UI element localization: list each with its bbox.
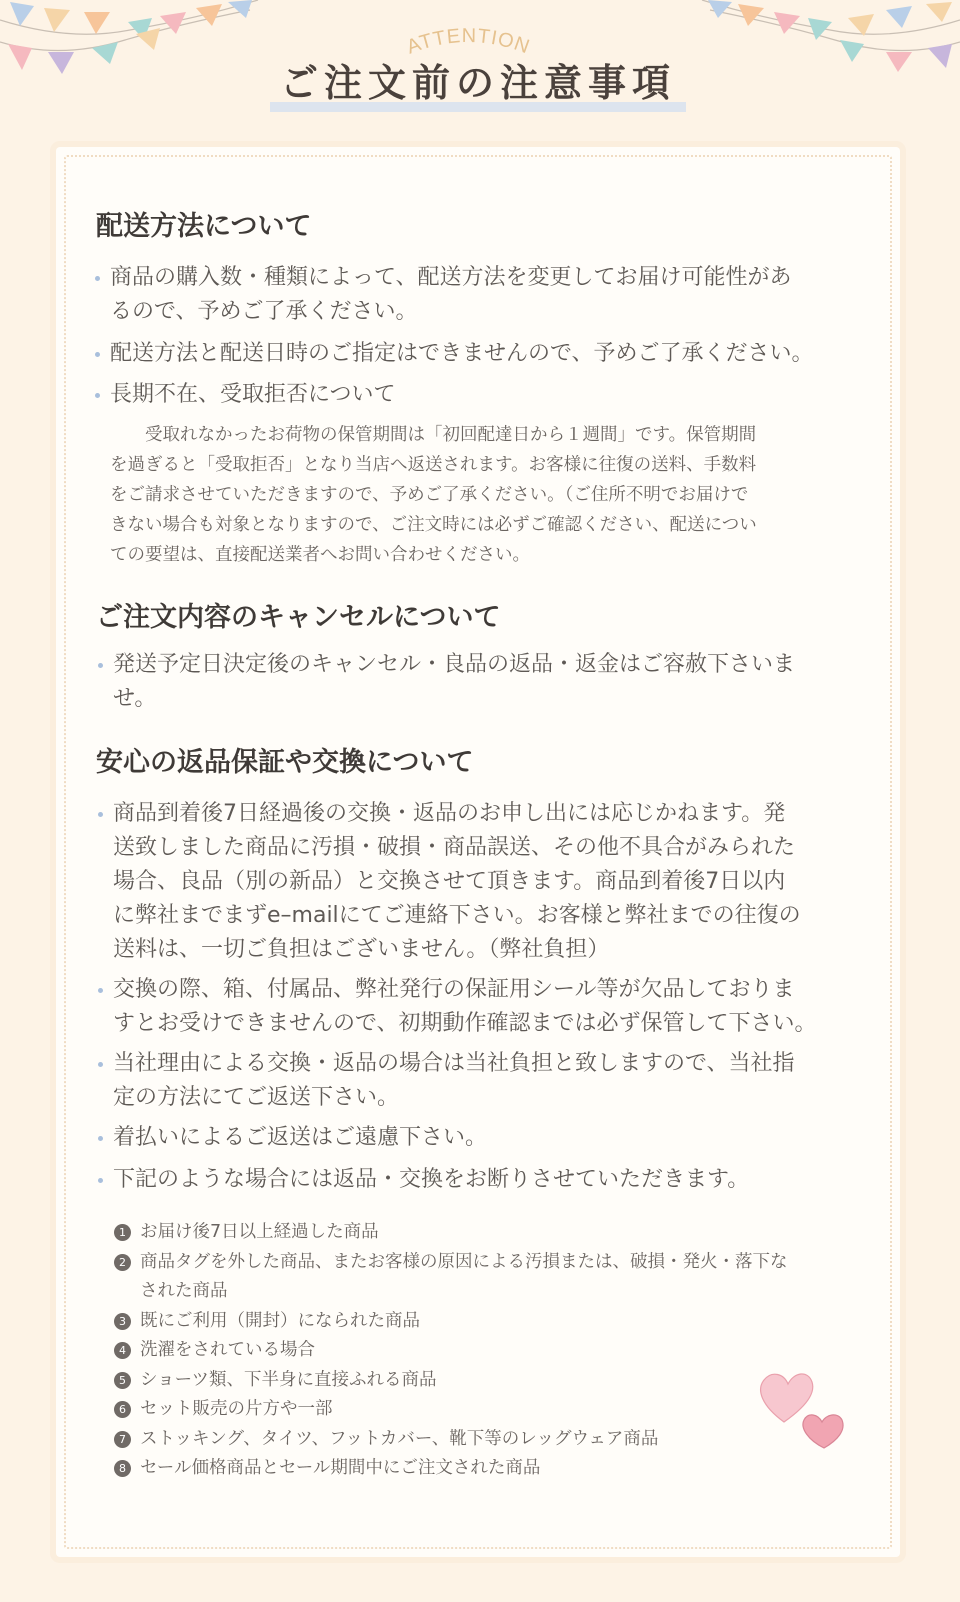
list-item: 1 お届け後7日以上経過した商品 [114, 1218, 874, 1248]
storage-period-note: 受取れなかったお荷物の保管期間は「初回配達日から１週間」です。保管期間 を過ぎると「受取拒否」となり当店へ返送されます。お客様に往復の送料、手数料 をご請求させていただきますので、予めご了承ください。（ご住所不明でお届けで きない場合も対象となりますので、ご注文時には必ずご確認ください、配送につい ての要望は、直接配送業者へお問い合わせください。 [110, 425, 757, 565]
shipping-bullet-2: 配送方法と配送日時のご指定はできませんので、予めご了承ください。 [110, 337, 870, 371]
returns-bullet-1: 商品到着後7日経過後の交換・返品のお申し出には応じかねます。発 送致しました商品に汚損・破損・商品誤送、その他不具合がみられた 場合、良品（別の新品）と交換させて頂きます。商品到着後7日以内 に弊社までまずe–mailにてご連絡下さい。お客様と弊社までの往復の 送料は、一切ご負担はございません。（弊社負担） [113, 797, 863, 967]
cancellation-bullet-1: 発送予定日決定後のキャンセル・良品の返品・返金はご容赦下さいま せ。 [113, 648, 863, 716]
returns-bullet-4: 着払いによるご返送はご遠慮下さい。 [113, 1121, 863, 1155]
shipping-bullet-3: 長期不在、受取拒否について [110, 378, 860, 412]
shipping-bullet-1: 商品の購入数・種類によって、配送方法を変更してお届け可能性があ るので、予めご了承ください。 [110, 261, 860, 329]
section-title-returns: 安心の返品保証や交換について [96, 747, 474, 778]
heart-icon [803, 1415, 843, 1448]
section-title-shipping: 配送方法について [96, 211, 312, 242]
page-title: ご注文前の注意事項 [270, 48, 686, 118]
returns-bullet-3: 当社理由による交換・返品の場合は当社負担と致しますので、当社指 定の方法にてご返送下さい。 [113, 1047, 863, 1115]
hearts-decoration [754, 1360, 864, 1460]
returns-bullet-2: 交換の際、箱、付属品、弊社発行の保証用シール等が欠品しておりま すとお受けできませんので、初期動作確認までは必ず保管して下さい。 [113, 973, 873, 1041]
list-item: 5 ショーツ類、下半身に直接ふれる商品 [114, 1366, 874, 1396]
svg-text:ATTENTION: ATTENTION [403, 24, 534, 56]
section-title-cancellation: ご注文内容のキャンセルについて [96, 602, 501, 633]
returns-bullet-5: 下記のような場合には返品・交換をお断りさせていただきます。 [113, 1163, 863, 1197]
list-item: 3 既にご利用（開封）になられた商品 [114, 1307, 874, 1337]
list-item: 6 セット販売の片方や一部 [114, 1395, 874, 1425]
list-item: 7 ストッキング、タイツ、フットカバー、靴下等のレッグウェア商品 [114, 1425, 874, 1455]
heart-icon [761, 1374, 813, 1422]
list-item: 2 商品タグを外した商品、またお客様の原因による汚損または、破損・発火・落下な された商品 [114, 1248, 874, 1307]
list-item: 8 セール価格商品とセール期間中にご注文された商品 [114, 1454, 874, 1484]
list-item: 4 洗濯をされている場合 [114, 1336, 874, 1366]
